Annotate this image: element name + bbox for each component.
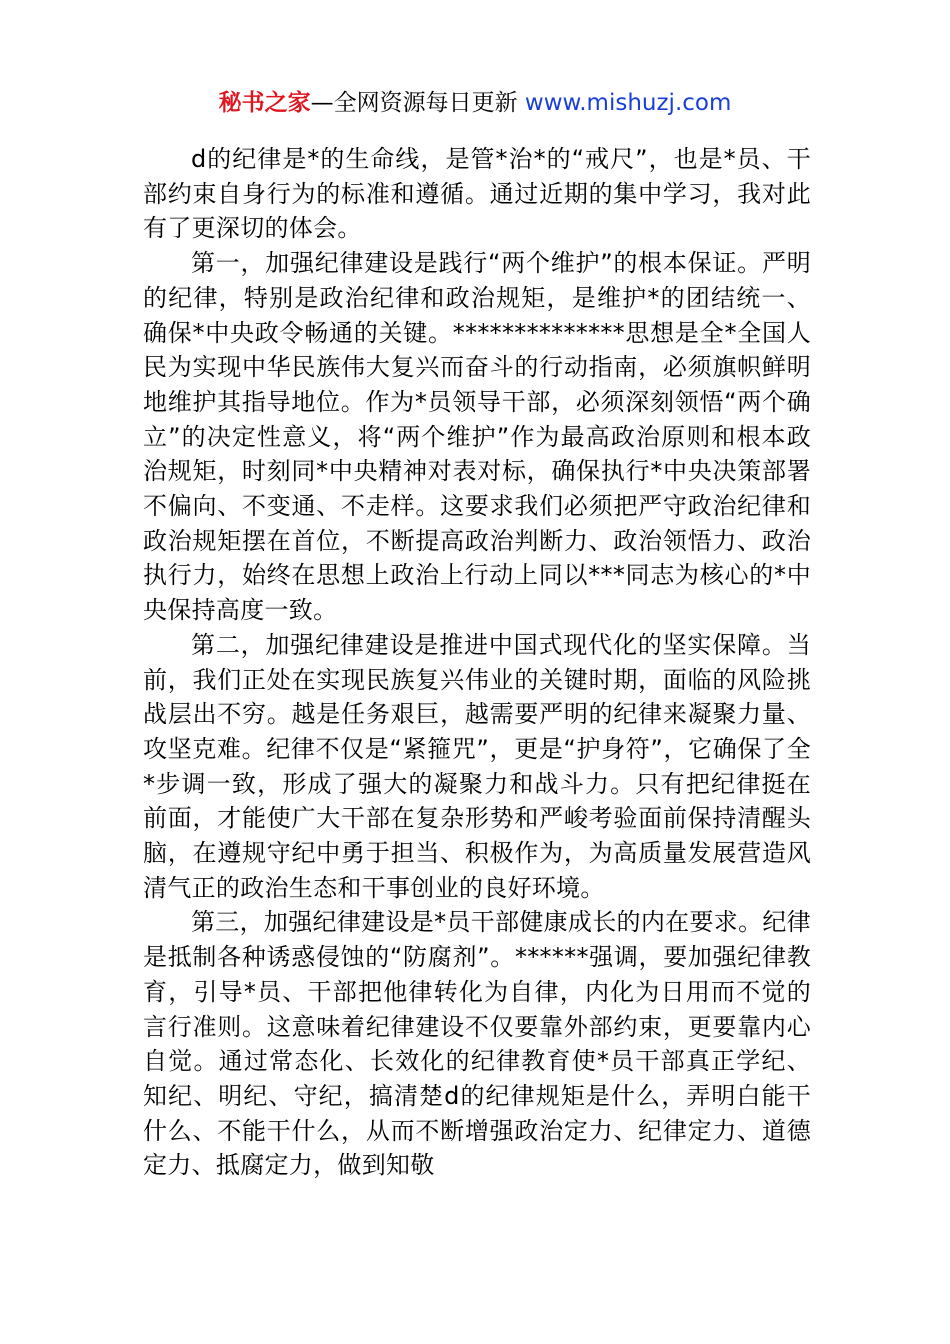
paragraph-first-point: 第一，加强纪律建设是践行“两个维护”的根本保证。严明的纪律，特别是政治纪律和政治规矩，是维护*的团结统一、确保*中央政令畅通的关键。**************思想是全*全国人民为实现中华民族伟大复兴而奋斗的行动指南，必须旗帜鲜明地维护其指导地位。作为*员领导干部，必须深刻领悟“两个确立”的决定性意义，将“两个维护”作为最高政治原则和根本政治规矩，时刻同*中央精神对表对标，确保执行*中央决策部署不偏向、不变通、不走样。这要求我们必须把严守政治纪律和政治规矩摆在首位，不断提高政治判断力、政治领悟力、政治执行力，始终在思想上政治上行动上同以***同志为核心的*中央保持高度一致。 bbox=[143, 249, 811, 625]
document-body bbox=[143, 142, 811, 1183]
paragraph-third-point: 第三，加强纪律建设是*员干部健康成长的内在要求。纪律是抵制各种诱惑侵蚀的“防腐剂”。******强调，要加强纪律教育，引导*员、干部把他律转化为自律，内化为日用而不觉的言行准则。这意味着纪律建设不仅要靠外部约束，更要靠内心自觉。通过常态化、长效化的纪律教育使*员干部真正学纪、知纪、明纪、守纪，搞清楚d的纪律规矩是什么，弄明白能干什么、不能干什么，从而不断增强政治定力、纪律定力、道德定力、抵腐定力，做到知敬 bbox=[143, 908, 811, 1180]
watermark-header bbox=[0, 86, 950, 120]
paragraph-intro: d的纪律是*的生命线，是管*治*的“戒尺”，也是*员、干部约束自身行为的标准和遵循。通过近期的集中学习，我对此有了更深切的体会。 bbox=[143, 145, 811, 243]
brand-name: 秘书之家 bbox=[218, 90, 311, 116]
site-url-link[interactable]: www.mishuzj.com bbox=[524, 90, 732, 116]
paragraph-second-point: 第二，加强纪律建设是推进中国式现代化的坚实保障。当前，我们正处在实现民族复兴伟业的关键时期，面临的风险挑战层出不穷。越是任务艰巨，越需要严明的纪律来凝聚力量、攻坚克难。纪律不仅是“紧箍咒”，更是“护身符”，它确保了全*步调一致，形成了强大的凝聚力和战斗力。只有把纪律挺在前面，才能使广大干部在复杂形势和严峻考验面前保持清醒头脑，在遵规守纪中勇于担当、积极作为，为高质量发展营造风清气正的政治生态和干事创业的良好环境。 bbox=[143, 630, 811, 902]
header-tagline: —全网资源每日更新 bbox=[310, 90, 518, 116]
